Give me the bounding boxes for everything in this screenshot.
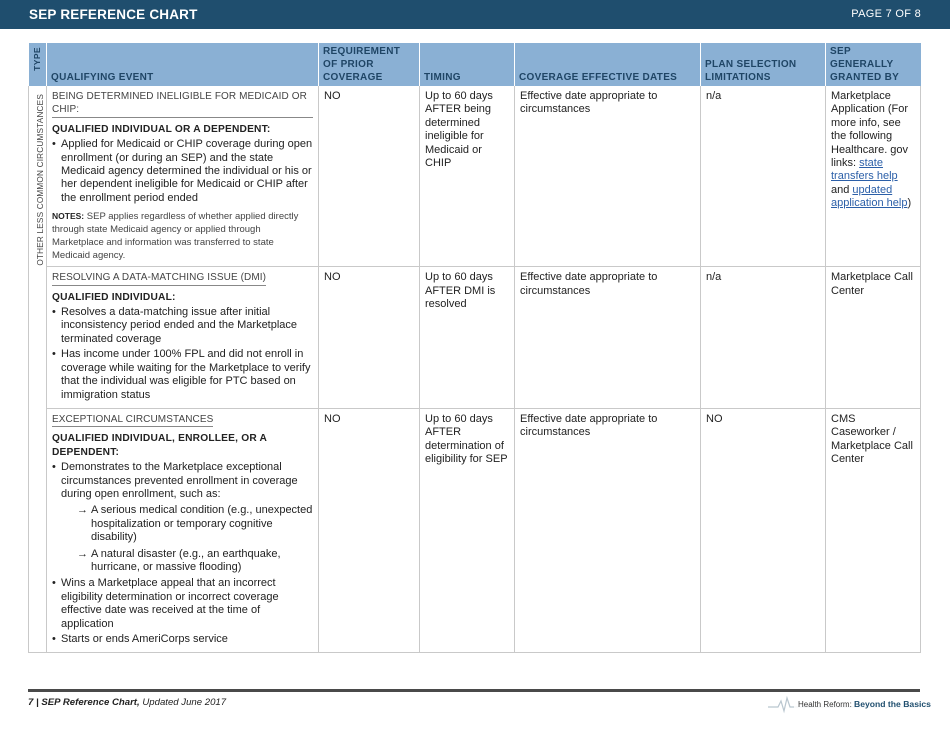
table-row <box>29 86 921 267</box>
timing-cell: Up to 60 days AFTER determination of eligibility for SEP <box>420 408 515 653</box>
col-coverage-header: COVERAGE EFFECTIVE DATES <box>515 43 701 86</box>
col-event-header: QUALIFYING EVENT <box>47 43 319 86</box>
list-item: • Applied for Medicaid or CHIP coverage during open enrollment (or during an SEP) and the state Medicaid agency determined the individual or his or her dependent ineligible for Medicaid or CHIP after the enrollment period ended <box>52 138 313 205</box>
state-transfers-link[interactable]: state transfers help <box>831 157 898 183</box>
sep-table <box>28 43 921 653</box>
footer-page-number: 7 <box>28 697 34 708</box>
arrow-right-icon: → <box>77 547 88 560</box>
event-title: RESOLVING A DATA-MATCHING ISSUE (DMI) <box>52 271 266 285</box>
col-granted-header: SEP GENERALLY GRANTED BY <box>826 43 921 86</box>
prior-cell: NO <box>319 408 420 653</box>
sub-list-item: → A serious medical condition (e.g., unexpected hospitalization or temporary cognitive disability) <box>77 504 313 544</box>
page-title: SEP REFERENCE CHART <box>29 7 198 22</box>
plan-cell: n/a <box>701 267 826 409</box>
updated-application-link[interactable]: updated application help <box>831 183 908 210</box>
qualified-label: QUALIFIED INDIVIDUAL: <box>52 291 176 303</box>
type-label: OTHER LESS COMMON CIRCUMSTANCES <box>36 94 45 266</box>
page-indicator: PAGE 7 OF 8 <box>851 8 921 20</box>
col-type-header: TYPE <box>29 43 47 86</box>
footer-citation <box>28 697 226 708</box>
timing-cell: Up to 60 days AFTER DMI is resolved <box>420 267 515 409</box>
footer-doc-title: SEP Reference Chart, <box>41 697 140 708</box>
col-plan-header: PLAN SELECTION LIMITATIONS <box>701 43 826 86</box>
table-row <box>29 408 921 653</box>
list-item: • Demonstrates to the Marketplace exceptional circumstances prevented enrollment in coverage during open enrollment, such as: → A serious medical condition (e.g., unexpected hospitalization or temporary cognitive disability) → A natural disaster (e.g., an earthquake, hurricane, or massive flooding) <box>52 461 313 574</box>
prior-cell: NO <box>319 86 420 267</box>
coverage-cell: Effective date appropriate to circumstances <box>515 267 701 409</box>
notes <box>52 210 313 262</box>
notes-text: SEP applies regardless of whether applied directly through state Medicaid agency or applied through Marketplace and information was transferred to state Medicaid agency. <box>52 211 299 262</box>
prior-cell: NO <box>319 267 420 409</box>
event-title: BEING DETERMINED INELIGIBLE FOR MEDICAID OR CHIP: <box>52 90 313 118</box>
event-cell <box>47 86 319 267</box>
list-item: • Has income under 100% FPL and did not enroll in coverage while waiting for the Marketplace to verify that the individual was eligible for PTC based on immigration status <box>52 348 313 402</box>
granted-text: Marketplace Application (For more info, see the following Healthcare. gov links: <box>831 90 909 170</box>
qualified-label: QUALIFIED INDIVIDUAL, ENROLLEE, OR A DEPENDENT: <box>52 433 267 458</box>
plan-cell: NO <box>701 408 826 653</box>
granted-and: and <box>831 183 853 196</box>
header-bar <box>0 0 950 29</box>
granted-close: ) <box>907 197 912 210</box>
timing-cell: Up to 60 days AFTER being determined ineligible for Medicaid or CHIP <box>420 86 515 267</box>
coverage-cell: Effective date appropriate to circumstances <box>515 86 701 267</box>
list-item: • Wins a Marketplace appeal that an incorrect eligibility determination or incorrect coverage effective date was received at the time of application <box>52 577 313 631</box>
footer-divider <box>28 689 920 692</box>
granted-cell: CMS Caseworker / Marketplace Call Center <box>826 408 921 653</box>
qualified-label: QUALIFIED INDIVIDUAL OR A DEPENDENT: <box>52 123 271 135</box>
event-cell <box>47 408 319 653</box>
col-timing-header: TIMING <box>420 43 515 86</box>
list-item: • Resolves a data-matching issue after initial inconsistency period ended and the Marketplace terminated coverage <box>52 306 313 346</box>
granted-cell: Marketplace Call Center <box>826 267 921 409</box>
col-prior-header: REQUIREMENT OF PRIOR COVERAGE <box>319 43 420 86</box>
notes-label: NOTES: <box>52 211 85 222</box>
health-reform-logo <box>768 695 931 715</box>
footer-separator: | <box>36 697 39 708</box>
list-item: • Starts or ends AmeriCorps service <box>52 633 313 646</box>
table-header-row <box>29 43 921 86</box>
plan-cell: n/a <box>701 86 826 267</box>
sub-list-item: → A natural disaster (e.g., an earthquake, hurricane, or massive flooding) <box>77 547 281 573</box>
event-cell <box>47 267 319 409</box>
arrow-right-icon: → <box>77 504 88 517</box>
granted-cell <box>826 86 921 267</box>
event-title: EXCEPTIONAL CIRCUMSTANCES <box>52 413 213 427</box>
coverage-cell: Effective date appropriate to circumstances <box>515 408 701 653</box>
footer-updated: Updated June 2017 <box>142 697 227 708</box>
logo-text: Health Reform: Beyond the Basics <box>798 699 931 709</box>
table-row <box>29 267 921 409</box>
type-cell <box>29 86 47 653</box>
